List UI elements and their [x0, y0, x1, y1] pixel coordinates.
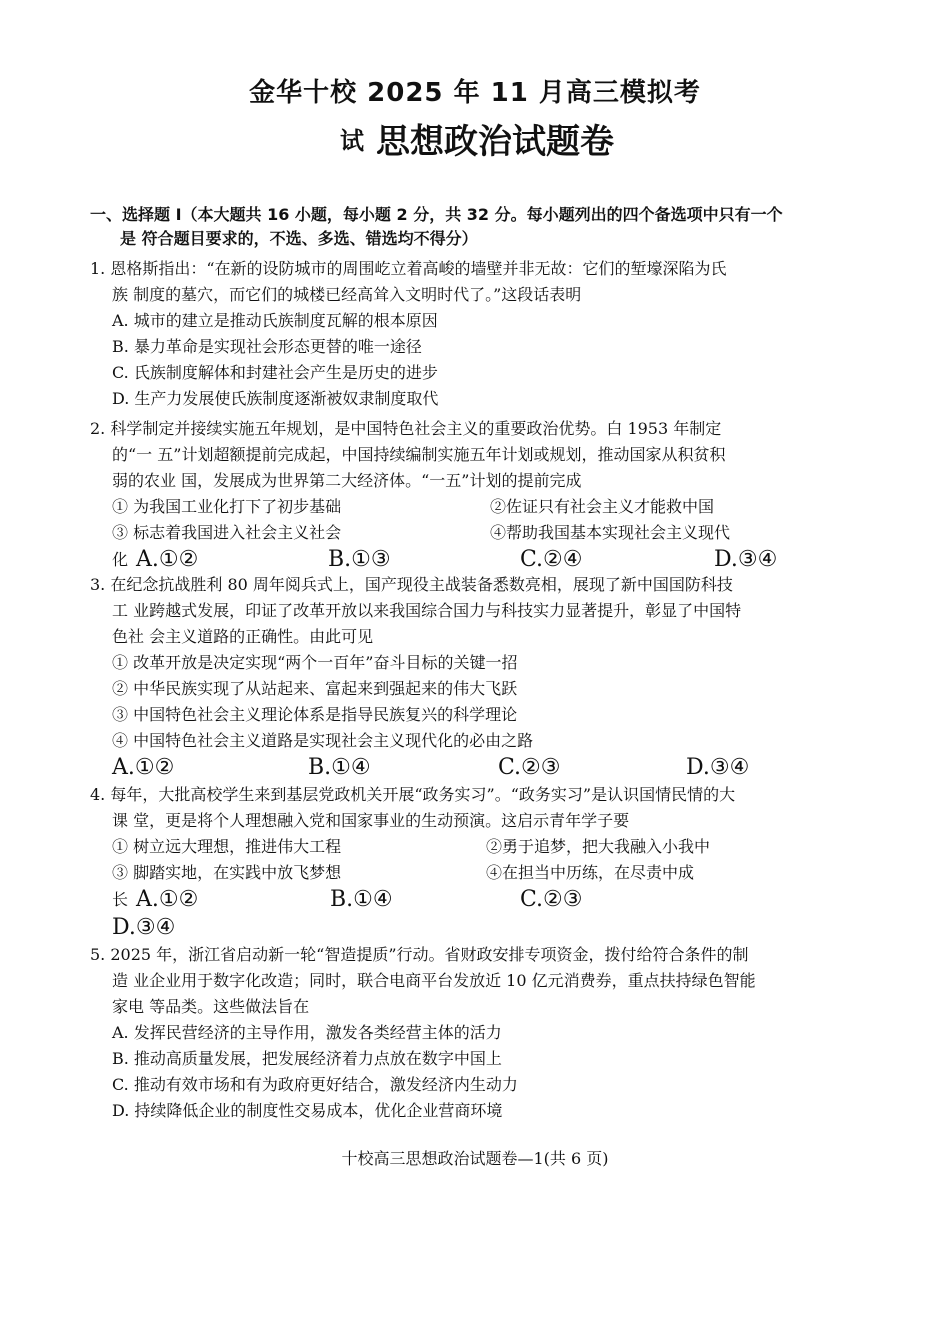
answer-b: B.①④ [308, 755, 371, 780]
question-stem-line: 4. 每年，大批高校学生来到基层党政机关开展“政务实习”。“政务实习”是认识国情民情的大 [90, 785, 736, 804]
section-heading [90, 203, 870, 251]
answer-d: D.③④ [714, 547, 778, 572]
question-stem-line: 5. 2025 年，浙江省启动新一轮“智造提质”行动。省财政安排专项资金，拨付给符合条件的制 [90, 945, 749, 964]
statement-3: ③ 中国特色社会主义理论体系是指导民族复兴的科学理论 [112, 705, 518, 724]
answer-choices [90, 754, 870, 782]
answer-a: A.①② [112, 755, 175, 780]
question-stem-line: 造 业企业用于数字化改造；同时，联合电商平台发放近 10 亿元消费券，重点扶持绿色智能 [112, 971, 756, 990]
exam-title-line2 [340, 114, 614, 163]
statement-2: ② 中华民族实现了从站起来、富起来到强起来的伟大飞跃 [112, 679, 518, 698]
question-stem-line: 家电 等品类。这些做法旨在 [112, 997, 310, 1016]
answer-c: C.②③ [498, 755, 561, 780]
exam-title-continuation: 试 [340, 127, 364, 155]
question-stem-line: 工 业跨越式发展，印证了改革开放以来我国综合国力与科技实力显著提升，彰显了中国特 [112, 601, 742, 620]
question-2 [90, 416, 870, 574]
option-a: A. 城市的建立是推动氏族制度瓦解的根本原因 [112, 311, 438, 330]
question-stem-line: 的“一 五”计划超额提前完成起，中国持续编制实施五年计划或规划，推动国家从积贫积 [112, 445, 726, 464]
section-heading-line2: 是 符合题目要求的，不选、多选、错选均不得分） [120, 229, 478, 248]
statement-4: ④在担当中历练，在尽责中成 [486, 863, 695, 882]
option-c: C. 推动有效市场和有为政府更好结合，激发经济内生动力 [112, 1075, 518, 1094]
question-stem-line: 3. 在纪念抗战胜利 80 周年阅兵式上，国产现役主战装备悉数亮相，展现了新中国国防科技 [90, 575, 733, 594]
statement-row [90, 494, 870, 520]
statement-4-continuation: 化 [112, 550, 129, 569]
answer-d: D.③④ [686, 755, 750, 780]
answer-choices [90, 546, 870, 574]
question-stem-line: 2. 科学制定并接续实施五年规划，是中国特色社会主义的重要政治优势。白 1953 年制定 [90, 419, 722, 438]
statement-4: ④ 中国特色社会主义道路是实现社会主义现代化的必由之路 [112, 731, 534, 750]
statement-2: ②佐证只有社会主义才能救中国 [490, 497, 715, 516]
question-5 [90, 942, 870, 1124]
option-a: A. 发挥民营经济的主导作用，激发各类经营主体的活力 [112, 1023, 502, 1042]
answer-a: A.①② [136, 887, 199, 912]
question-stem-line: 1. 恩格斯指出：“在新的设防城市的周围屹立着高峻的墙壁并非无故：它们的堑壕深陷为氏 [90, 259, 727, 278]
option-b: B. 暴力革命是实现社会形态更替的唯一途径 [112, 337, 422, 356]
statement-2: ②勇于追梦，把大我融入小我中 [486, 837, 711, 856]
option-d: D. 持续降低企业的制度性交易成本，优化企业营商环境 [112, 1101, 503, 1120]
statement-1: ① 改革开放是决定实现“两个一百年”奋斗目标的关键一招 [112, 653, 518, 672]
statement-row [90, 860, 870, 886]
statement-1: ① 树立远大理想，推进伟大工程 [112, 837, 342, 856]
question-stem-line: 色社 会主义道路的正确性。由此可见 [112, 627, 374, 646]
answer-choices [90, 886, 870, 914]
option-b: B. 推动高质量发展，把发展经济着力点放在数字中国上 [112, 1049, 502, 1068]
option-c: C. 氏族制度解体和封建社会产生是历史的进步 [112, 363, 438, 382]
page-footer: 十校高三思想政治试题卷—1(共 6 页) [341, 1149, 609, 1168]
option-d: D. 生产力发展使氏族制度逐渐被奴隶制度取代 [112, 389, 439, 408]
answer-a: A.①② [136, 547, 199, 572]
statement-row [90, 520, 870, 546]
answer-b: B.①③ [328, 547, 391, 572]
answer-b: B.①④ [330, 887, 393, 912]
answer-c: C.②④ [520, 547, 583, 572]
answer-choices [90, 914, 870, 942]
statement-row [90, 834, 870, 860]
statement-3: ③ 标志着我国进入社会主义社会 [112, 523, 342, 542]
exam-title-line1: 金华十校 2025 年 11 月高三模拟考 [249, 78, 701, 108]
statement-3: ③ 脚踏实地，在实践中放飞梦想 [112, 863, 342, 882]
answer-c: C.②③ [520, 887, 583, 912]
question-1 [90, 256, 870, 412]
question-3 [90, 572, 870, 782]
question-stem-line: 弱的农业 国，发展成为世界第二大经济体。“一五”计划的提前完成 [112, 471, 582, 490]
section-heading-line1: 一、选择题 I（本大题共 16 小题，每小题 2 分，共 32 分。每小题列出的四个备选项中只有一个 [90, 205, 783, 224]
statement-4-continuation: 长 [112, 890, 129, 909]
question-stem-line: 族 制度的墓穴，而它们的城楼已经高耸入文明时代了。”这段话表明 [112, 285, 582, 304]
answer-d: D.③④ [112, 915, 176, 940]
question-4 [90, 782, 870, 942]
statement-4: ④帮助我国基本实现社会主义现代 [490, 523, 731, 542]
statement-1: ① 为我国工业化打下了初步基础 [112, 497, 342, 516]
question-stem-line: 课 堂，更是将个人理想融入党和国家事业的生动预演。这启示青年学子要 [112, 811, 630, 830]
exam-subject-title: 思想政治试题卷 [376, 122, 614, 162]
